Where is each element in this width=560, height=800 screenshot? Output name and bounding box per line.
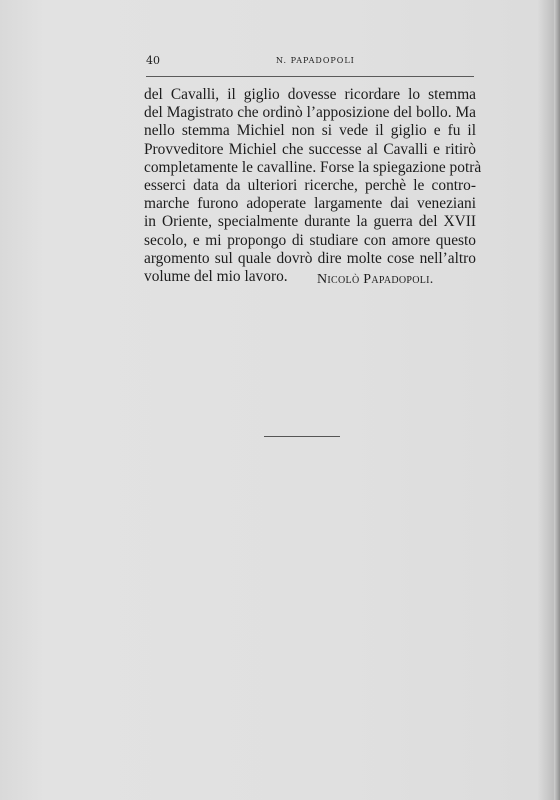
- closing-rule: [264, 436, 340, 437]
- text-line: secolo, e mi propongo di studiare con amore questo: [144, 231, 476, 249]
- page-edge-shadow: [554, 0, 560, 800]
- text-line: volume del mio lavoro.: [144, 268, 288, 286]
- page-header: [146, 54, 474, 70]
- text-line: argomento sul quale dovrò dire molte cose nell’altro: [144, 249, 476, 267]
- body-paragraph: [144, 86, 482, 286]
- text-line: marche furono adoperate largamente dai veneziani: [144, 195, 476, 213]
- text-line: nello stemma Michiel non si vede il giglio e fu il: [144, 122, 476, 140]
- text-line: del Magistrato che ordinò l’apposizione del bollo. Ma: [144, 104, 476, 122]
- running-head: N. PAPADOPOLI: [276, 56, 355, 65]
- text-line: del Cavalli, il giglio dovesse ricordare lo stemma: [144, 86, 476, 103]
- text-line: in Oriente, specialmente durante la guerra del XVII: [144, 213, 476, 231]
- text-line: Provveditore Michiel che successe al Cavalli e ritirò: [144, 140, 476, 158]
- text-line: completamente le cavalline. Forse la spiegazione potrà: [144, 158, 482, 176]
- text-line: esserci data da ulteriori ricerche, perchè le contro-: [144, 177, 476, 195]
- page-number: 40: [146, 54, 160, 67]
- author-signature: Nicolò Papadopoli.: [317, 272, 434, 287]
- header-rule: [146, 76, 474, 77]
